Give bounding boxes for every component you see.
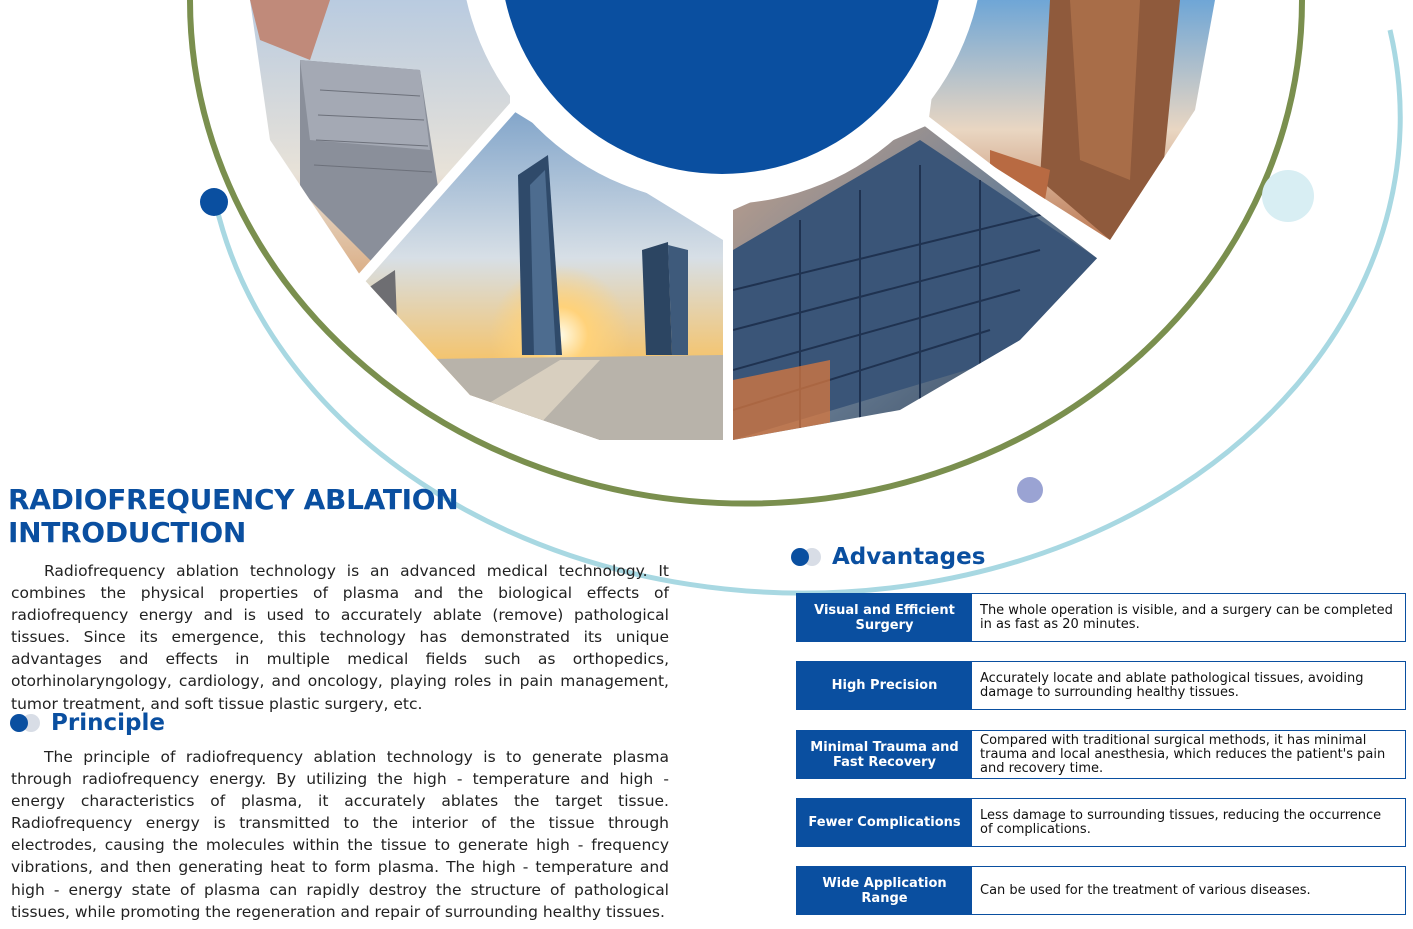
principle-title: Principle — [51, 710, 165, 736]
advantage-label: Visual and Efficient Surgery — [797, 594, 972, 641]
principle-paragraph: The principle of radiofrequency ablation technology is to generate plasma through radiofrequency energy. By utilizing the high - temperature and high - energy characteristics of plasma, it accurately ablates the target tissue. Radiofrequency energy is transmitted to the interior of the tissue through electrodes, causing the molecules within the tissue to generate high - frequency vibrations, and then generating heat to form plasma. The high - temperature and high - energy state of plasma can rapidly destroy the structure of pathological tissues, while promoting the regeneration and repair of surrounding healthy tissues. — [11, 748, 669, 921]
advantage-label: Fewer Complications — [797, 799, 972, 846]
principle-heading — [10, 710, 165, 736]
advantage-description: Less damage to surrounding tissues, reducing the occurrence of complications. — [980, 807, 1382, 837]
advantage-description: The whole operation is visible, and a surgery can be completed in as fast as 20 minutes. — [980, 602, 1393, 632]
advantage-row — [796, 730, 1406, 779]
advantage-row — [796, 798, 1406, 847]
title-line-1: RADIOFREQUENCY ABLATION — [8, 483, 459, 516]
advantage-row — [796, 866, 1406, 915]
advantage-row — [796, 661, 1406, 710]
advantage-row — [796, 593, 1406, 642]
advantages-title: Advantages — [832, 544, 986, 570]
advantages-heading — [791, 544, 985, 570]
advantage-description: Can be used for the treatment of various diseases. — [980, 882, 1311, 898]
advantage-label: High Precision — [797, 662, 972, 709]
intro-paragraph: Radiofrequency ablation technology is an advanced medical technology. It combines the physical properties of plasma and the biological effects of radiofrequency energy and is used to accurately ablate (remove) pathological tissues. Since its emergence, this technology has demonstrated its unique advantages and effects in multiple medical fields such as orthopedics, otorhinolaryngology, cardiology, and oncology, playing roles in pain management, tumor treatment, and soft tissue plastic surgery, etc. — [11, 562, 669, 713]
toggle-dots-icon — [10, 713, 43, 733]
advantage-description: Accurately locate and ablate pathological tissues, avoiding damage to surrounding healthy tissues. — [980, 670, 1364, 700]
toggle-dots-icon — [791, 547, 824, 567]
advantage-description: Compared with traditional surgical methods, it has minimal trauma and local anesthesia, which reduces the patient's pain and recovery time. — [980, 732, 1386, 776]
advantage-label: Wide Application Range — [797, 867, 972, 914]
title-line-2: INTRODUCTION — [8, 516, 246, 549]
advantage-label: Minimal Trauma and Fast Recovery — [797, 731, 972, 778]
page-title — [8, 483, 458, 549]
